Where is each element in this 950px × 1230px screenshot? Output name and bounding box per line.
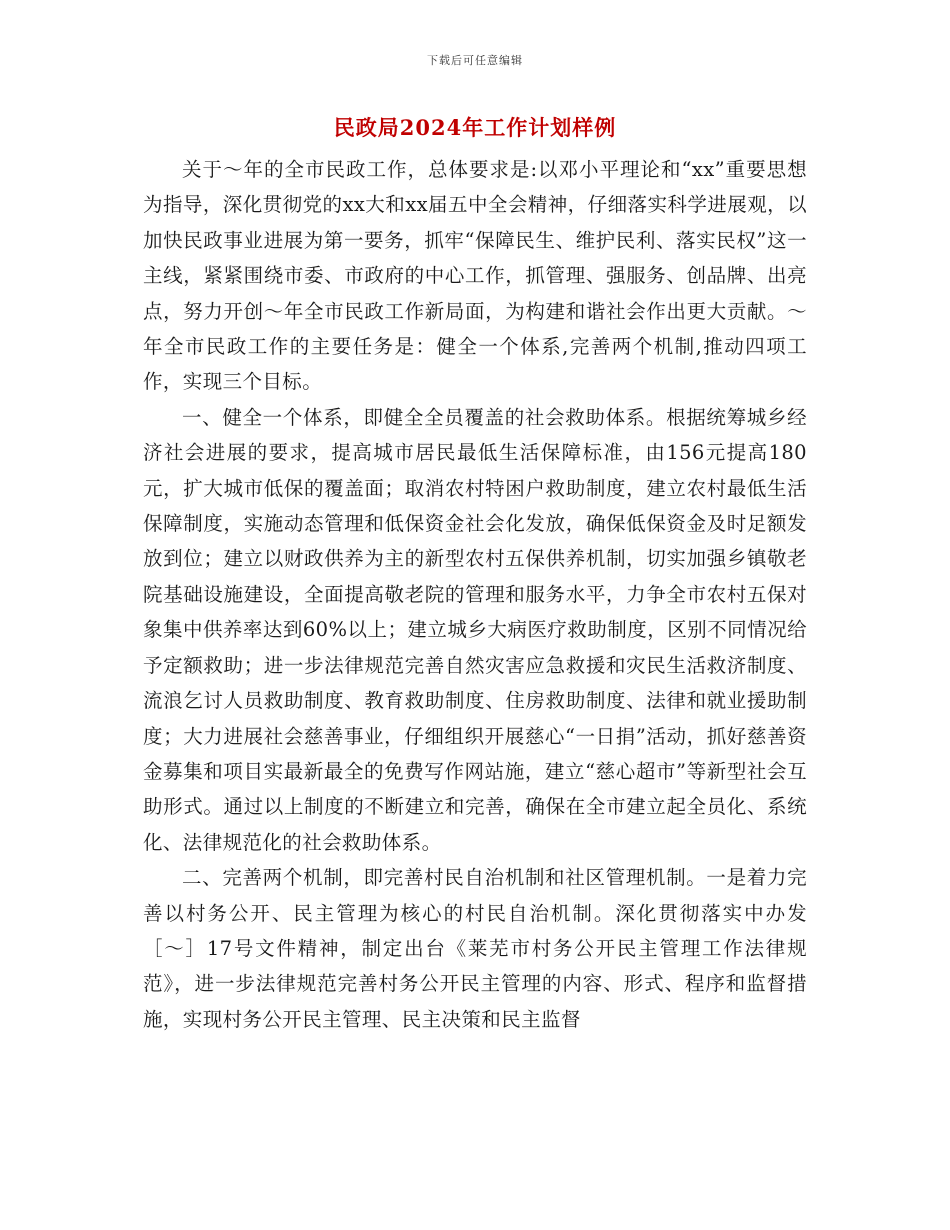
- paragraph-section-one: 一、健全一个体系，即健全全员覆盖的社会救助体系。根据统筹城乡经济社会进展的要求，提高城市居民最低生活保障标准，由156元提高180元，扩大城市低保的覆盖面；取消农村特困户救助制度，建立农村最低生活保障制度，实施动态管理和低保资金社会化发放，确保低保资金及时足额发放到位；建立以财政供养为主的新型农村五保供养机制，切实加强乡镇敬老院基础设施建设，全面提高敬老院的管理和服务水平，力争全市农村五保对象集中供养率达到60%以上；建立城乡大病医疗救助制度，区别不同情况给予定额救助；进一步法律规范完善自然灾害应急救援和灾民生活救济制度、流浪乞讨人员救助制度、教育救助制度、住房救助制度、法律和就业援助制度；大力进展社会慈善事业，仔细组织开展慈心“一日捐”活动，抓好慈善资金募集和项目实最新最全的免费写作网站施，建立“慈心超市”等新型社会互助形式。通过以上制度的不断建立和完善，确保在全市建立起全员化、系统化、法律规范化的社会救助体系。: [143, 405, 807, 854]
- document-title: 民政局2024年工作计划样例: [333, 115, 617, 140]
- document-body: [143, 152, 807, 1037]
- paragraph-section-two: 二、完善两个机制，即完善村民自治机制和社区管理机制。一是着力完善以村务公开、民主管理为核心的村民自治机制。深化贯彻落实中办发［～］17号文件精神，制定出台《莱芜市村务公开民主管理工作法律规范》，进一步法律规范完善村务公开民主管理的内容、形式、程序和监督措施，实现村务公开民主管理、民主决策和民主监督: [143, 866, 807, 1031]
- header-note: 下载后可任意编辑: [427, 54, 523, 67]
- paragraph-intro: 关于～年的全市民政工作，总体要求是:以邓小平理论和“xx”重要思想为指导，深化贯彻党的xx大和xx届五中全会精神，仔细落实科学进展观，以加快民政事业进展为第一要务，抓牢“保障民生、维护民利、落实民权”这一主线，紧紧围绕市委、市政府的中心工作，抓管理、强服务、创品牌、出亮点，努力开创～年全市民政工作新局面，为构建和谐社会作出更大贡献。～年全市民政工作的主要任务是：健全一个体系,完善两个机制,推动四项工作，实现三个目标。: [143, 158, 807, 394]
